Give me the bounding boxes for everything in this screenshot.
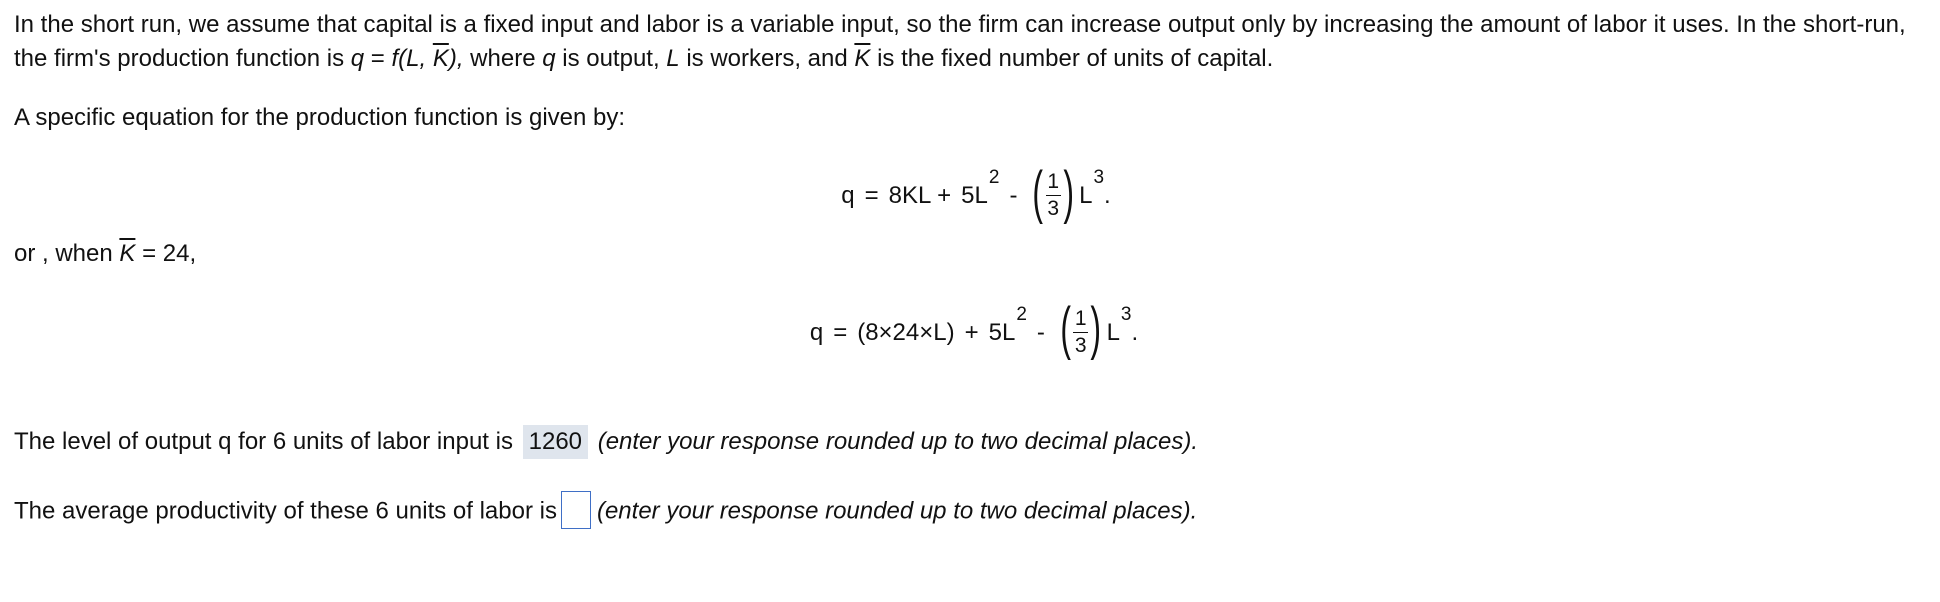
eq1-lhs: q — [841, 181, 855, 209]
eq2-fraction-group — [1056, 296, 1106, 362]
equals-sign: = — [370, 44, 385, 72]
eq1-term1: 8KL + — [888, 181, 952, 209]
eq1-numerator: 1 — [1047, 170, 1060, 194]
when-text — [14, 237, 1924, 271]
eq1-equals: = — [864, 181, 879, 209]
intro-text-2: where — [463, 44, 543, 72]
when-suffix: = 24, — [135, 239, 197, 267]
eq2-term1: (8×24×L) — [857, 318, 955, 346]
eq2-open-paren: ( — [1060, 296, 1071, 362]
intro-text-1: In the short run, we assume that capital is a fixed input and labor is a variable input, so the firm can increase output only by increasing the amount of labor it uses. In the short-run, the firm's production function is — [14, 11, 1906, 72]
eq1-end: . — [1104, 181, 1111, 209]
eq2-fraction-bar — [1073, 332, 1088, 333]
eq2-term3: L — [1106, 318, 1120, 346]
function-open: f(L, — [391, 44, 433, 72]
eq1-minus: - — [1009, 181, 1018, 209]
eq2-exp2: 2 — [1016, 304, 1027, 326]
output-question — [14, 425, 1924, 459]
eq1-fraction-bar — [1046, 195, 1061, 196]
l-variable: L — [666, 44, 680, 72]
eq2-term2: 5L — [988, 318, 1016, 346]
k-bar-symbol-3: $\overline{K}$ — [119, 239, 136, 267]
output-question-hint: (enter your response rounded up to two decimal places). — [597, 428, 1199, 456]
eq2-numerator: 1 — [1074, 306, 1087, 330]
k-bar-symbol-2: $\overline{K}$ — [854, 44, 871, 72]
output-question-text: The level of output q for 6 units of labor input is — [14, 428, 513, 456]
eq2-end: . — [1131, 318, 1139, 346]
eq2-equals: = — [833, 318, 848, 346]
eq2-lhs: q — [809, 318, 824, 346]
eq1-denominator: 3 — [1047, 197, 1060, 221]
productivity-question — [14, 493, 1924, 531]
output-answer-field[interactable]: 1260 — [523, 425, 588, 459]
eq1-close-paren: ) — [1063, 159, 1074, 225]
q-variable-2: q — [542, 44, 556, 72]
k-bar-symbol: $\overline{K}$ — [432, 44, 449, 72]
substituted-equation — [14, 296, 1924, 362]
eq1-open-paren: ( — [1032, 159, 1044, 225]
intro-paragraph — [14, 8, 1924, 75]
productivity-question-hint: (enter your response rounded up to two decimal places). — [596, 497, 1198, 525]
productivity-question-text: The average productivity of these 6 units of labor is — [14, 497, 557, 525]
eq2-exp3: 3 — [1120, 304, 1132, 326]
average-productivity-input[interactable] — [561, 491, 591, 529]
eq2-close-paren: ) — [1090, 296, 1102, 362]
eq1-fraction — [1046, 170, 1061, 221]
eq2-fraction — [1073, 307, 1088, 358]
production-equation — [14, 159, 1924, 225]
lead-text: A specific equation for the production function is given by: — [14, 104, 626, 132]
intro-text-4: is workers, and — [679, 44, 855, 72]
function-close: ), — [448, 44, 464, 72]
intro-text-3: is output, — [555, 44, 667, 72]
q-variable: q — [350, 44, 365, 72]
eq1-fraction-group — [1028, 159, 1078, 225]
eq1-exp2: 2 — [988, 167, 1000, 189]
eq2-minus: - — [1036, 318, 1045, 346]
eq1-exp3: 3 — [1093, 167, 1105, 189]
eq1-term3: L — [1079, 181, 1093, 209]
eq2-plus: + — [964, 318, 979, 346]
problem-content — [14, 8, 1924, 531]
when-prefix: or , when — [14, 239, 120, 267]
eq1-term2: 5L — [961, 181, 988, 209]
eq2-denominator: 3 — [1074, 333, 1087, 357]
intro-text-5: is the fixed number of units of capital. — [870, 44, 1274, 72]
